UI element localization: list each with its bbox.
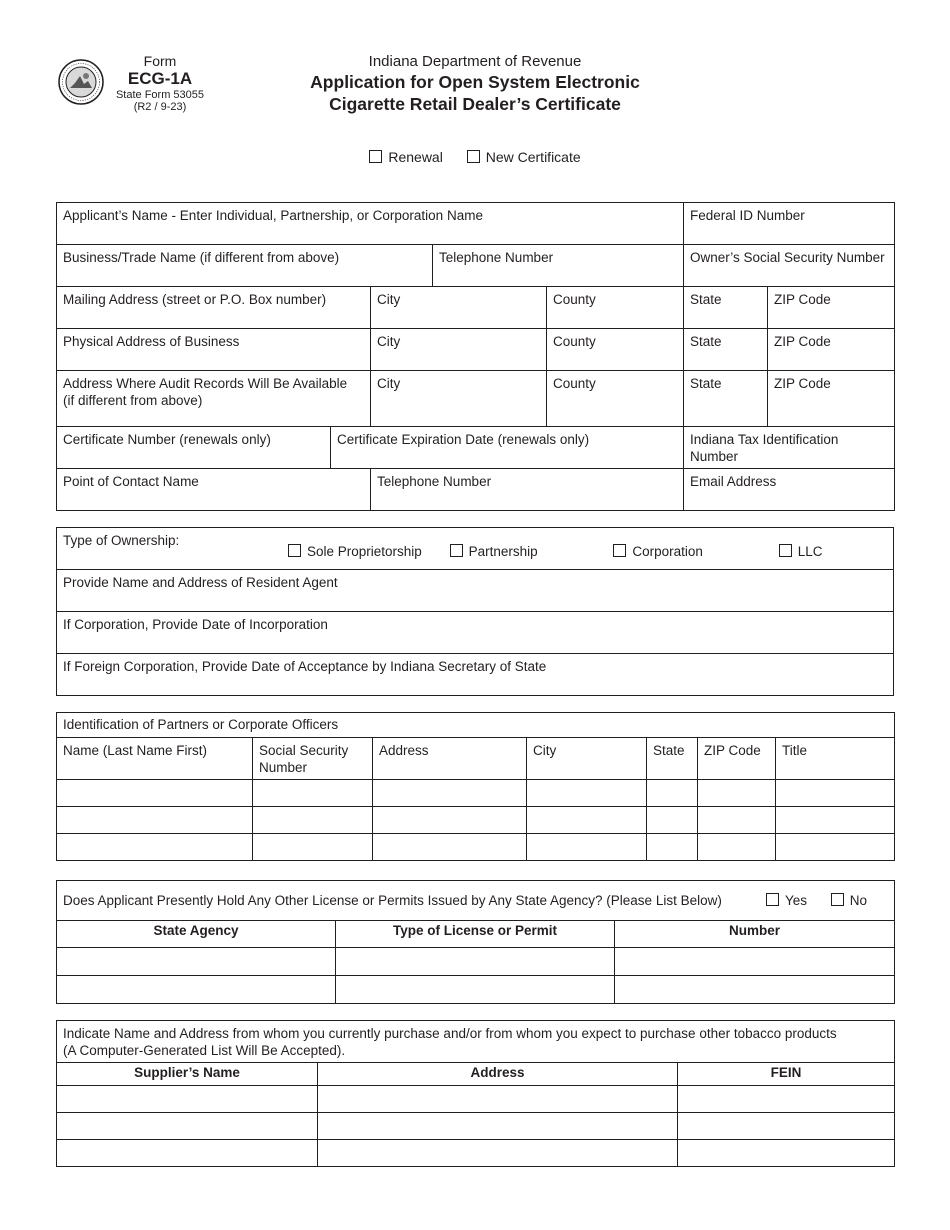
incorporation-date-field[interactable] xyxy=(57,612,894,654)
officer-col-city xyxy=(527,738,647,780)
audit-zip-field[interactable] xyxy=(768,371,895,427)
renewal-option[interactable] xyxy=(369,149,442,165)
audit-zip-label: ZIP Code xyxy=(774,376,831,391)
certificate-number-label: Certificate Number (renewals only) xyxy=(63,432,271,447)
owner-ssn-label: Owner’s Social Security Number xyxy=(690,250,885,265)
table-cell[interactable] xyxy=(318,1113,678,1140)
foreign-corp-date-field[interactable] xyxy=(57,654,894,696)
table-cell[interactable] xyxy=(253,834,373,861)
table-cell[interactable] xyxy=(373,780,527,807)
business-name-field[interactable] xyxy=(57,245,433,287)
mailing-zip-label: ZIP Code xyxy=(774,292,831,307)
licenses-yes-label: Yes xyxy=(785,893,808,908)
supplier-col-name: Supplier’s Name xyxy=(57,1063,318,1086)
audit-state-label: State xyxy=(690,376,722,391)
audit-address-label xyxy=(63,373,364,409)
mailing-county-field[interactable] xyxy=(547,287,684,329)
form-revision: (R2 / 9-23) xyxy=(133,101,187,114)
mailing-address-label: Mailing Address (street or P.O. Box number) xyxy=(63,292,327,307)
form-code: ECG-1A xyxy=(127,69,193,89)
table-cell[interactable] xyxy=(57,948,336,976)
supplier-col-fein: FEIN xyxy=(678,1063,895,1086)
sole-proprietorship-checkbox[interactable] xyxy=(288,544,301,557)
table-cell[interactable] xyxy=(527,780,647,807)
officer-col-title xyxy=(776,738,895,780)
suppliers-instruction xyxy=(63,1023,888,1059)
officer-col-title-label: Title xyxy=(782,743,808,758)
state-form-number: State Form 53055 xyxy=(115,88,205,101)
contact-telephone-field[interactable] xyxy=(371,469,684,511)
license-col-number: Number xyxy=(615,921,895,948)
certificate-number-field[interactable] xyxy=(57,427,331,469)
physical-address-field[interactable] xyxy=(57,329,371,371)
mailing-city-label: City xyxy=(377,292,401,307)
licenses-header-row xyxy=(57,921,895,948)
table-row xyxy=(57,1086,895,1113)
licenses-no-option[interactable] xyxy=(831,893,867,908)
mailing-state-field[interactable] xyxy=(684,287,768,329)
form-title-line-1: Application for Open System Electronic xyxy=(310,72,640,92)
business-telephone-label: Telephone Number xyxy=(439,250,554,265)
table-cell[interactable] xyxy=(253,780,373,807)
table-cell[interactable] xyxy=(318,1140,678,1167)
table-cell[interactable] xyxy=(373,807,527,834)
new-certificate-label: New Certificate xyxy=(485,149,581,165)
indiana-tax-id-field[interactable] xyxy=(684,427,895,469)
supplier-col-address: Address xyxy=(318,1063,678,1086)
officer-col-address xyxy=(373,738,527,780)
physical-county-label: County xyxy=(553,334,596,349)
table-cell[interactable] xyxy=(698,780,776,807)
officer-col-ssn xyxy=(253,738,373,780)
audit-county-label: County xyxy=(553,376,596,391)
ownership-type-options xyxy=(288,544,842,559)
table-cell[interactable] xyxy=(698,834,776,861)
applicant-name-label: Applicant’s Name - Enter Individual, Partnership, or Corporation Name xyxy=(63,208,483,223)
officers-header-row xyxy=(57,738,895,780)
table-cell[interactable] xyxy=(776,780,895,807)
new-certificate-checkbox[interactable] xyxy=(467,150,480,163)
suppliers-table xyxy=(56,1020,895,1167)
email-address-field[interactable] xyxy=(684,469,895,511)
ownership-option-corporation[interactable] xyxy=(613,544,703,559)
officer-col-address-label: Address xyxy=(379,743,429,758)
partnership-label: Partnership xyxy=(468,544,538,559)
corporation-checkbox[interactable] xyxy=(613,544,626,557)
licenses-question-row xyxy=(57,881,895,921)
table-cell[interactable] xyxy=(678,1140,895,1167)
physical-city-label: City xyxy=(377,334,401,349)
table-cell[interactable] xyxy=(647,780,698,807)
physical-zip-field[interactable] xyxy=(768,329,895,371)
audit-county-field[interactable] xyxy=(547,371,684,427)
table-cell[interactable] xyxy=(615,948,895,976)
partnership-checkbox[interactable] xyxy=(450,544,463,557)
owner-ssn-field[interactable] xyxy=(684,245,895,287)
physical-state-label: State xyxy=(690,334,722,349)
table-row xyxy=(57,1140,895,1167)
business-name-label: Business/Trade Name (if different from above) xyxy=(63,250,340,265)
suppliers-instruction-line-2: (A Computer-Generated List Will Be Accepted). xyxy=(63,1043,346,1058)
llc-checkbox[interactable] xyxy=(779,544,792,557)
suppliers-header-row xyxy=(57,1063,895,1086)
certificate-expiration-label: Certificate Expiration Date (renewals only) xyxy=(337,432,590,447)
contact-telephone-label: Telephone Number xyxy=(377,474,492,489)
licenses-yes-option[interactable] xyxy=(766,893,807,908)
officer-col-name-label: Name (Last Name First) xyxy=(63,743,208,758)
contact-name-label: Point of Contact Name xyxy=(63,474,199,489)
suppliers-instruction-row xyxy=(57,1021,895,1063)
officers-table xyxy=(56,712,895,861)
physical-state-field[interactable] xyxy=(684,329,768,371)
table-cell[interactable] xyxy=(647,834,698,861)
incorporation-date-label: If Corporation, Provide Date of Incorporation xyxy=(63,617,328,632)
federal-id-label: Federal ID Number xyxy=(690,208,805,223)
business-telephone-field[interactable] xyxy=(433,245,684,287)
renewal-label: Renewal xyxy=(388,149,443,165)
table-cell[interactable] xyxy=(57,1140,318,1167)
table-cell[interactable] xyxy=(776,807,895,834)
table-cell[interactable] xyxy=(57,780,253,807)
officers-section-header xyxy=(57,713,895,738)
licenses-answer-options xyxy=(766,893,867,908)
certificate-type-options xyxy=(0,149,950,165)
mailing-county-label: County xyxy=(553,292,596,307)
licenses-yes-checkbox[interactable] xyxy=(766,893,779,906)
indiana-state-seal-icon xyxy=(58,57,104,107)
ownership-option-partnership[interactable] xyxy=(450,544,538,559)
ownership-type-row xyxy=(57,528,894,570)
officer-col-city-label: City xyxy=(533,743,557,758)
licenses-no-label: No xyxy=(849,893,868,908)
officer-col-zip-label: ZIP Code xyxy=(704,743,761,758)
table-cell[interactable] xyxy=(57,976,336,1004)
form-identifier xyxy=(110,53,210,114)
table-cell[interactable] xyxy=(527,834,647,861)
officers-section-label: Identification of Partners or Corporate Officers xyxy=(63,717,339,732)
mailing-state-label: State xyxy=(690,292,722,307)
table-cell[interactable] xyxy=(57,807,253,834)
table-cell[interactable] xyxy=(678,1113,895,1140)
contact-name-field[interactable] xyxy=(57,469,371,511)
physical-county-field[interactable] xyxy=(547,329,684,371)
physical-zip-label: ZIP Code xyxy=(774,334,831,349)
physical-address-label: Physical Address of Business xyxy=(63,334,240,349)
officer-col-zip xyxy=(698,738,776,780)
table-cell[interactable] xyxy=(698,807,776,834)
audit-city-field[interactable] xyxy=(371,371,547,427)
table-cell[interactable] xyxy=(336,976,615,1004)
email-address-label: Email Address xyxy=(690,474,777,489)
mailing-city-field[interactable] xyxy=(371,287,547,329)
ownership-option-llc[interactable] xyxy=(779,544,823,559)
licenses-question: Does Applicant Presently Hold Any Other License or Permits Issued by Any State Agency? (Please List Below) xyxy=(63,893,722,908)
applicant-name-field[interactable] xyxy=(57,203,684,245)
suppliers-instruction-line-1: Indicate Name and Address from whom you currently purchase and/or from whom you expect to purchase other tobacco products xyxy=(63,1026,837,1041)
foreign-corp-date-label: If Foreign Corporation, Provide Date of Acceptance by Indiana Secretary of State xyxy=(63,659,547,674)
table-row xyxy=(57,1113,895,1140)
mailing-zip-field[interactable] xyxy=(768,287,895,329)
mailing-address-field[interactable] xyxy=(57,287,371,329)
table-row xyxy=(57,807,895,834)
table-cell[interactable] xyxy=(57,1086,318,1113)
physical-city-field[interactable] xyxy=(371,329,547,371)
table-cell[interactable] xyxy=(336,948,615,976)
licenses-no-checkbox[interactable] xyxy=(831,893,844,906)
table-cell[interactable] xyxy=(527,807,647,834)
audit-city-label: City xyxy=(377,376,401,391)
ownership-table xyxy=(56,527,894,696)
table-row xyxy=(57,976,895,1004)
officer-col-state-label: State xyxy=(653,743,685,758)
table-cell[interactable] xyxy=(253,807,373,834)
table-row xyxy=(57,780,895,807)
table-cell[interactable] xyxy=(615,976,895,1004)
table-cell[interactable] xyxy=(318,1086,678,1113)
license-col-type: Type of License or Permit xyxy=(336,921,615,948)
indiana-tax-id-label: Indiana Tax Identification Number xyxy=(690,432,839,464)
certificate-expiration-field[interactable] xyxy=(331,427,684,469)
license-col-agency: State Agency xyxy=(57,921,336,948)
audit-address-field[interactable] xyxy=(57,371,371,427)
table-cell[interactable] xyxy=(57,1113,318,1140)
form-title-block xyxy=(250,53,700,115)
audit-state-field[interactable] xyxy=(684,371,768,427)
table-cell[interactable] xyxy=(57,834,253,861)
officer-col-ssn-label: Social Security Number xyxy=(259,743,349,775)
renewal-checkbox[interactable] xyxy=(369,150,382,163)
officer-col-name xyxy=(57,738,253,780)
resident-agent-label: Provide Name and Address of Resident Agent xyxy=(63,575,338,590)
resident-agent-field[interactable] xyxy=(57,570,894,612)
audit-address-label-line-1: Address Where Audit Records Will Be Available xyxy=(63,376,348,391)
ownership-option-sole[interactable] xyxy=(288,544,422,559)
form-title-line-2: Cigarette Retail Dealer’s Certificate xyxy=(329,94,621,114)
federal-id-field[interactable] xyxy=(684,203,895,245)
table-cell[interactable] xyxy=(373,834,527,861)
llc-label: LLC xyxy=(797,544,823,559)
sole-proprietorship-label: Sole Proprietorship xyxy=(307,544,422,559)
table-cell[interactable] xyxy=(647,807,698,834)
table-cell[interactable] xyxy=(678,1086,895,1113)
table-cell[interactable] xyxy=(776,834,895,861)
department-name: Indiana Department of Revenue xyxy=(368,53,582,70)
applicant-info-table xyxy=(56,202,895,511)
form-word: Form xyxy=(143,53,177,69)
officer-col-state xyxy=(647,738,698,780)
corporation-label: Corporation xyxy=(632,544,703,559)
licenses-table xyxy=(56,880,895,1004)
audit-address-label-line-2: (if different from above) xyxy=(63,393,203,408)
new-certificate-option[interactable] xyxy=(467,149,581,165)
table-row xyxy=(57,834,895,861)
ownership-type-label: Type of Ownership: xyxy=(63,533,180,548)
table-row xyxy=(57,948,895,976)
